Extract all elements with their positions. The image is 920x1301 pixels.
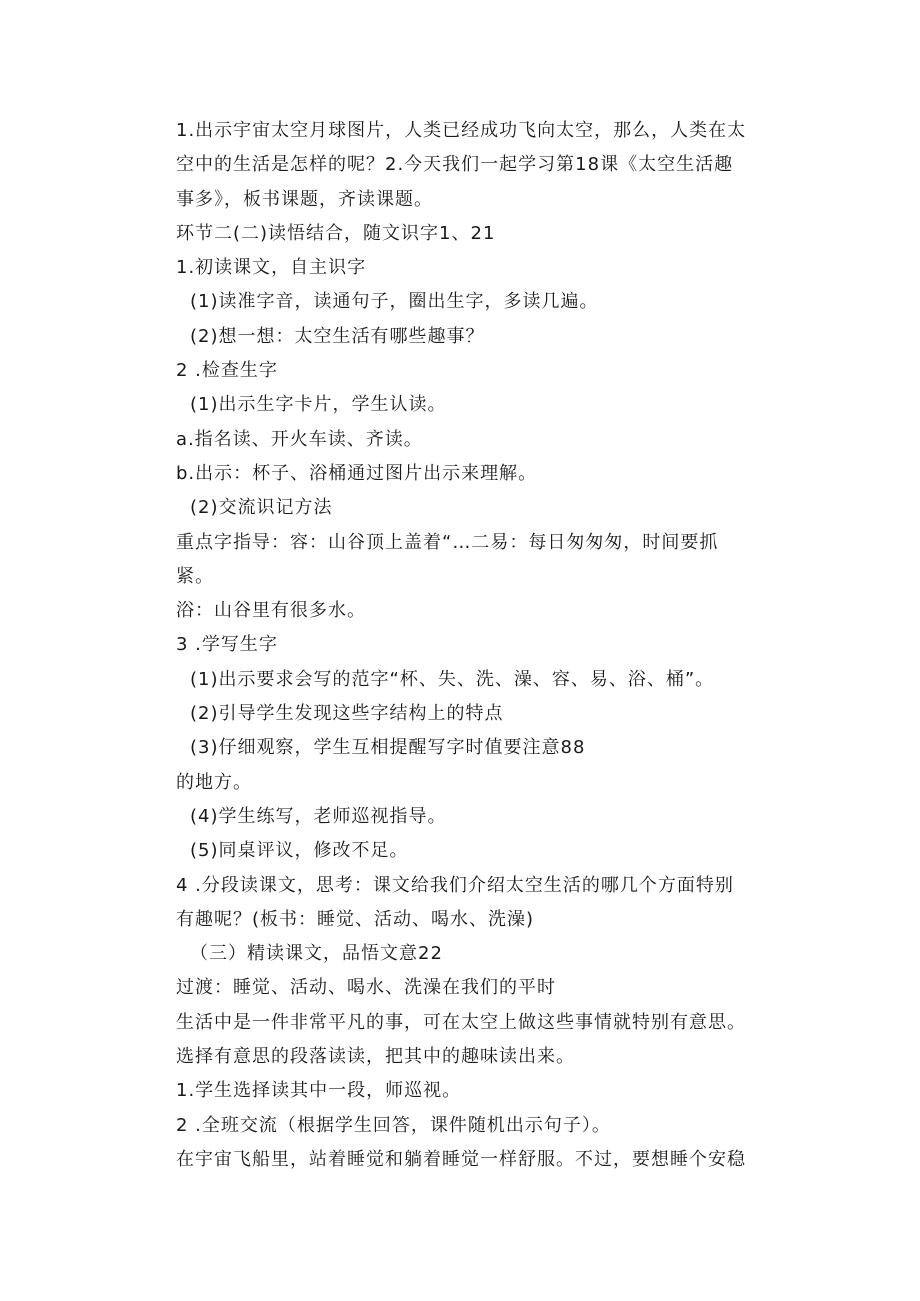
- section-heading: （三）精读课文，品悟文意22: [190, 943, 443, 965]
- text-line: 1.初读课文，自主识字: [176, 257, 367, 279]
- text-line: 选择有意思的段落读读，把其中的趣味读出来。: [176, 1046, 575, 1068]
- text-line: 紧。: [176, 565, 214, 587]
- text-line: (5)同桌评议，修改不足。: [190, 840, 409, 862]
- text-line: 有趣呢？(板书：睡觉、活动、喝水、洗澡): [176, 908, 535, 930]
- text-line: 在宇宙飞船里，站着睡觉和躺着睡觉一样舒服。不过，要想睡个安稳: [176, 1148, 746, 1170]
- text-line: (1)出示生字卡片，学生认读。: [190, 394, 447, 416]
- text-line: 的地方。: [176, 771, 252, 793]
- section-heading: 环节二(二)读悟结合，随文识字1、21: [176, 222, 496, 244]
- text-line: (3)仔细观察，学生互相提醒写字时值要注意88: [190, 737, 586, 759]
- text-line: 1.出示宇宙太空月球图片，人类已经成功飞向太空，那么，人类在太: [176, 120, 747, 141]
- document-body: [176, 114, 796, 1177]
- text-line: 过渡：睡觉、活动、喝水、洗澡在我们的平时: [176, 977, 556, 999]
- text-line: 1.学生选择读其中一段，师巡视。: [176, 1080, 462, 1102]
- text-line: 空中的生活是怎样的呢？2.今天我们一起学习第18课《太空生活趣: [176, 154, 734, 176]
- text-line: (1)读准字音，读通句子，圈出生字，多读几遍。: [190, 291, 599, 313]
- text-line: (1)出示要求会写的范字“杯、失、洗、澡、容、易、浴、桶”。: [190, 668, 715, 690]
- text-line: (2)想一想：太空生活有哪些趣事？: [190, 325, 485, 347]
- text-line: 浴：山谷里有很多水。: [176, 600, 366, 622]
- text-line: b.出示：杯子、浴桶通过图片出示来理解。: [176, 462, 538, 484]
- text-line: (2)交流识记方法: [190, 497, 333, 519]
- text-line: 重点字指导：容：山谷顶上盖着“…二易：每日匆匆匆，时间要抓: [176, 531, 719, 553]
- text-line: (4)学生练写，老师巡视指导。: [190, 805, 447, 827]
- text-line: 生活中是一件非常平凡的事，可在太空上做这些事情就特别有意思。: [176, 1011, 746, 1033]
- text-line: 事多》，板书课题，齐读课题。: [176, 188, 433, 210]
- text-line: 3 .学写生字: [176, 634, 278, 656]
- text-line: a.指名读、开火车读、齐读。: [176, 428, 423, 450]
- text-line: 2 .全班交流（根据学生回答，课件随机出示句子）。: [176, 1114, 611, 1136]
- text-line: (2)引导学生发现这些字结构上的特点: [190, 703, 504, 725]
- text-line: 2 .检查生字: [176, 360, 278, 382]
- text-line: 4 .分段读课文，思考：课文给我们介绍太空生活的哪几个方面特别: [176, 874, 734, 896]
